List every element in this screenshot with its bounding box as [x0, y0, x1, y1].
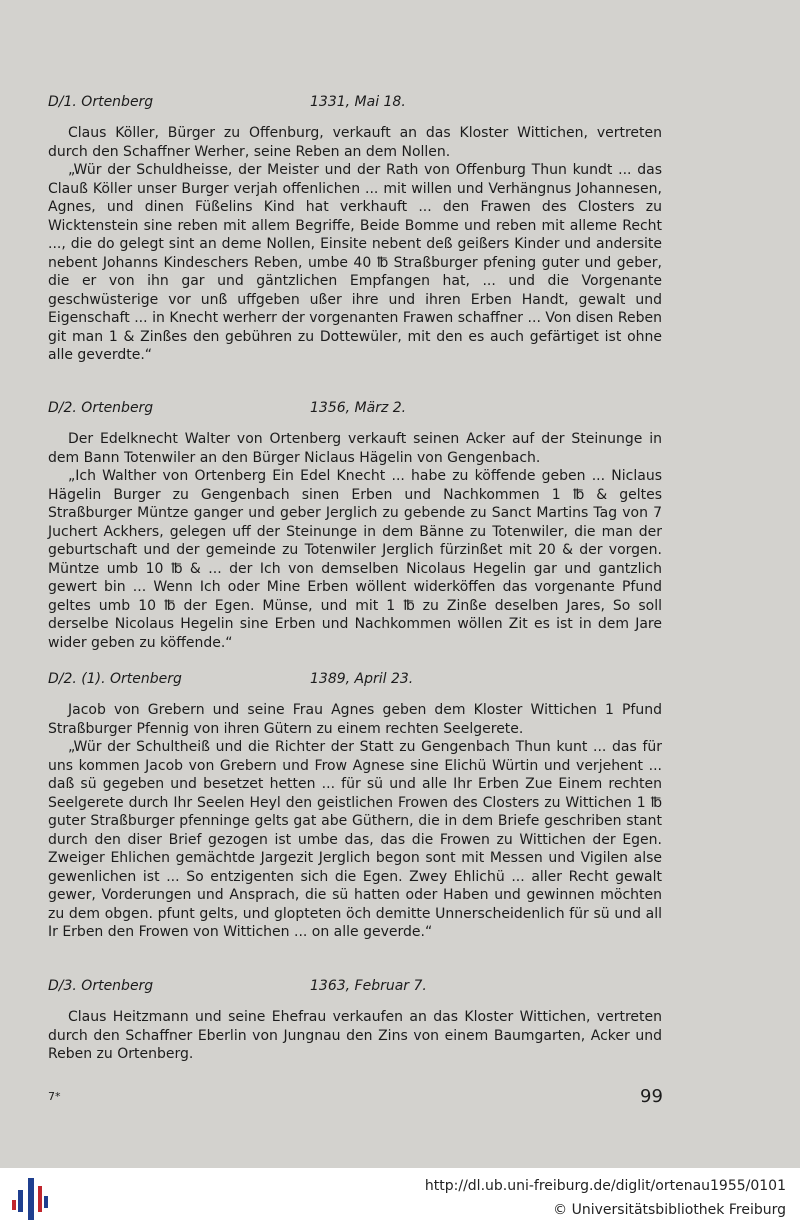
- entry-summary: Claus Köller, Bürger zu Offenburg, verkauft an das Kloster Wittichen, vertreten durch den Schaffner Werher, seine Reben an dem Nollen.: [48, 125, 662, 160]
- entry-summary: Der Edelknecht Walter von Ortenberg verkauft seinen Acker auf der Steinunge in dem Bann Totenwiler an den Bürger Niclaus Hägelin von Gengenbach.: [48, 431, 662, 466]
- copyright-text: © Universitätsbibliothek Freiburg: [553, 1202, 786, 1218]
- entry-summary: Claus Heitzmann und seine Ehefrau verkaufen an das Kloster Wittichen, vertreten durch den Schaffner Eberlin von Jungnau den Zins von einem Baumgarten, Acker und Reben zu Ortenberg.: [48, 1009, 662, 1062]
- entry-date: 1356, März 2.: [310, 400, 407, 416]
- entry-date: 1363, Februar 7.: [310, 978, 427, 994]
- entry-d2-1: [48, 671, 662, 942]
- entry-heading: [48, 94, 662, 114]
- entry-summary: Jacob von Grebern und seine Frau Agnes geben dem Kloster Wittichen 1 Pfund Straßburger Pfennig von ihren Gütern zu einem rechten Seelgerete.: [48, 702, 662, 737]
- entry-heading: [48, 400, 662, 420]
- entry-id: D/2. Ortenberg: [48, 400, 154, 416]
- source-url-link[interactable]: http://dl.ub.uni-freiburg.de/diglit/ortenau1955/0101: [424, 1178, 786, 1194]
- page-number: 99: [640, 1086, 663, 1107]
- entry-d1: [48, 94, 662, 365]
- entry-id: D/1. Ortenberg: [48, 94, 154, 110]
- entry-quote: „Wür der Schultheiß und die Richter der Statt zu Gengenbach Thun kunt ... das für uns kommen Jacob von Grebern und Frow Agnese sine Elichü Würtin und verjehent ... daß sü gegeben und besetzet hetten ... für sü und alle Ihr Erben Zue Einem rechten Seelgerete durch Ihr Seelen Heyl den geistlichen Frowen des Closters zu Wittichen 1 ℔ guter Straßburger pfenninge gelts gat abe Güthern, die in dem Briefe geschriben stant durch den diser Brief gezogen ist umbe das, das die Frowen zu Wittichen der Egen. Zweiger Ehlichen gemächtde Jargezit Jerglich begon sont mit Messen und Vigilen alse gewenlichen ist ... So entzigenten sich die Egen. Zwey Ehlichü ... aller Recht gewalt gewer, Vorderungen und Ansprach, die sü hatten oder Haben und gewinnen möchten zu dem obgen. pfunt gelts, und glopteten öch demitte Unnerscheidenlich für sü und all Ir Erben den Frowen von Wittichen ... on alle geverde.“: [48, 739, 662, 940]
- entry-d2: [48, 400, 662, 652]
- entry-d3: [48, 978, 662, 1064]
- entry-quote: „Ich Walther von Ortenberg Ein Edel Knecht ... habe zu köffende geben ... Niclaus Hägelin Burger zu Gengenbach sinen Erben und Nachkommen 1 ℔ & geltes Straßburger Müntze ganger und geber Jerglich zu gebende zu Sanct Martins Tag von 7 Juchert Ackhers, gelegen uff der Steinunge in dem Bänne zu Totenwiler, die man der geburtschaft und der gemeinde zu Totenwiler Jerglich fürzinßet mit 20 & der vorgen. Müntze umb 10 ℔ & ... der Ich von demselben Nicolaus Hegelin gar und gantzlich gewert bin ... Wenn Ich oder Mine Erben wöllent widerköffen das vorgenante Pfund geltes umb 10 ℔ der Egen. Münse, und mit 1 ℔ zu Zinße deselben Jares, So soll derselbe Nicolaus Hegelin sine Erben und Nachkommen wöllen Zit es ist in dem Jare wider geben zu köffende.“: [48, 468, 662, 651]
- entry-quote: „Wür der Schuldheisse, der Meister und der Rath von Offenburg Thun kundt ... das Clauß Köller unser Burger verjah offenlichen ... mit willen und Verhängnus Johannesen, Agnes, und dinen Füßelins Kind hat verkhauft ... den Frawen des Closters zu Wicktenstein sine reben mit allem Begriffe, Beide Bomme und reben mit alleme Recht ..., die do gelegt sint an deme Nollen, Einsite nebent deß geißers Kinder und andersite nebent Johanns Kindeschers Reben, umbe 40 ℔ Straßburger pfening guter und geber, die er von ihn gar und gäntzlichen Empfangen hat, ... und die Vorgenante geschwüsterige vor unß uffgeben ußer ihre und ihren Erben Handt, gewalt und Eigenschaft ... in Knecht werherr der vorgenanten Frawen schaffner ... Von disen Reben git man 1 & Zinßes den gebühren zu Dottewüler, mit den es auch gefärtiget ist ohne alle geverdte.“: [48, 162, 662, 363]
- entry-id: D/2. (1). Ortenberg: [48, 671, 182, 687]
- signature-mark: 7*: [48, 1090, 61, 1103]
- library-logo-icon: [10, 1176, 50, 1222]
- entry-heading: [48, 671, 662, 691]
- entry-date: 1389, April 23.: [310, 671, 414, 687]
- entry-id: D/3. Ortenberg: [48, 978, 154, 994]
- entry-heading: [48, 978, 662, 998]
- library-footer-bar: [0, 1168, 800, 1226]
- entry-date: 1331, Mai 18.: [310, 94, 406, 110]
